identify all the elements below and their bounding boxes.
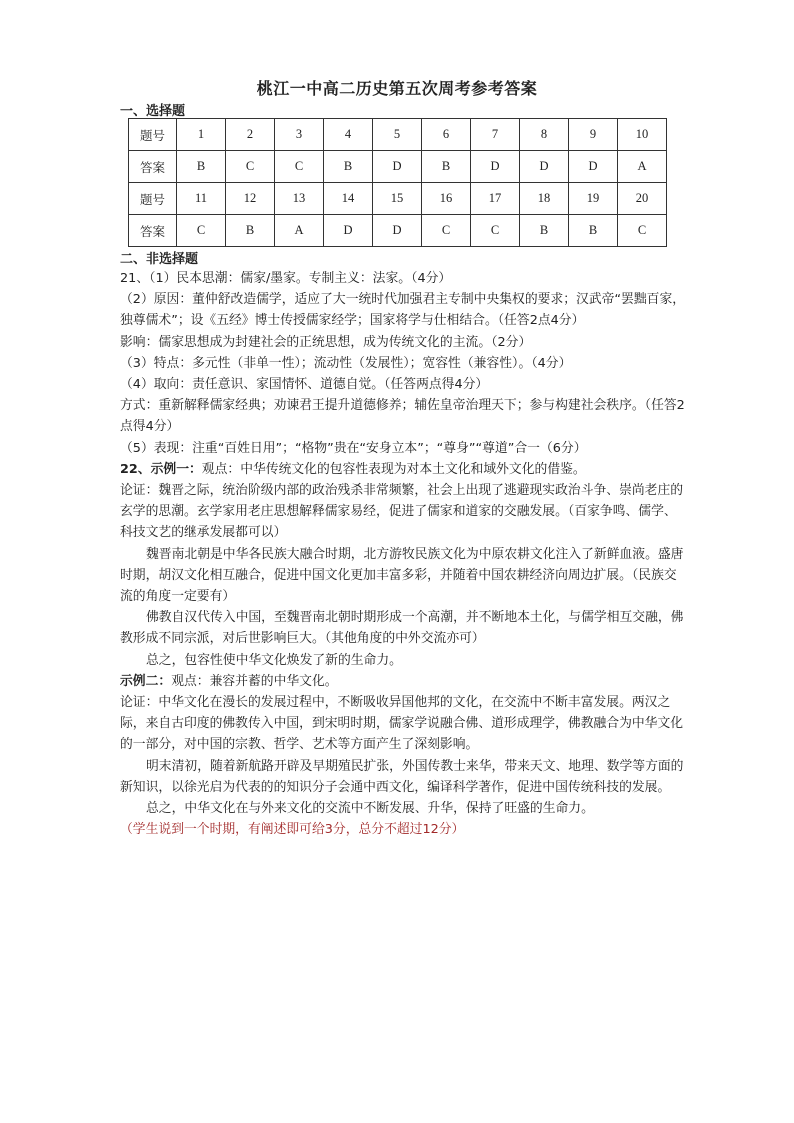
answer-table-cell: D — [373, 215, 422, 247]
answer-table-row-label: 答案 — [129, 151, 177, 183]
answer-table-cell: B — [520, 215, 569, 247]
answer-table-cell: 12 — [226, 183, 275, 215]
answer-table-cell: D — [569, 151, 618, 183]
answer-table-row — [129, 215, 667, 247]
answer-table-cell: B — [226, 215, 275, 247]
answer-table-cell: D — [520, 151, 569, 183]
answer-table-cell: 13 — [275, 183, 324, 215]
q22-example1-conclusion: 总之，包容性使中华文化焕发了新的生命力。 — [146, 652, 402, 668]
q22-example1-view: 22、示例一：观点：中华传统文化的包容性表现为对本土文化和域外文化的借鉴。 — [120, 461, 586, 477]
answer-body — [120, 268, 686, 840]
q22-example2-label: 示例二： — [120, 673, 172, 689]
q22-example2-conclusion: 总之，中华文化在与外来文化的交流中不断发展、升华，保持了旺盛的生命力。 — [146, 801, 594, 817]
answer-table-cell: B — [569, 215, 618, 247]
answer-table-cell: 11 — [177, 183, 226, 215]
answer-table-cell: 17 — [471, 183, 520, 215]
q22-example2-paragraph2: 明末清初，随着新航路开辟及早期殖民扩张，外国传教士来华，带来天文、地理、数学等方面的新知识，以徐光启为代表的的知识分子会通中西文化，编译科学著作，促进中国传统科技的发展。 — [120, 758, 684, 795]
q21-part4-orientation: （4）取向：责任意识、家国情怀、道德自觉。（任答两点得4分） — [120, 377, 489, 393]
answer-table-cell: 15 — [373, 183, 422, 215]
q21-part1: 21、（1）民本思潮：儒家/墨家。专制主义：法家。（4分） — [120, 271, 452, 286]
answer-table-cell: C — [471, 215, 520, 247]
answer-table-cell: B — [422, 151, 471, 183]
q21-part3: （3）特点：多元性（非单一性）；流动性（发展性）；宽容性（兼容性）。（4分） — [120, 355, 572, 371]
q22-example1-paragraph3: 佛教自汉代传入中国，至魏晋南北朝时期形成一个高潮，并不断地本土化，与儒学相互交融，佛教形成不同宗派，对后世影响巨大。（其他角度的中外交流亦可） — [120, 610, 684, 647]
answer-table-cell: C — [422, 215, 471, 247]
answer-table-cell: 10 — [618, 119, 667, 151]
answer-table — [128, 118, 667, 247]
answer-table-cell: 18 — [520, 183, 569, 215]
answer-table-cell: 20 — [618, 183, 667, 215]
q21-part2-reason: （2）原因：董仲舒改造儒学，适应了大一统时代加强君主专制中央集权的要求；汉武帝“罢黜百家，独尊儒术”；设《五经》博士传授儒家经学；国家将学与仕相结合。（任答2点4分） — [120, 292, 686, 329]
answer-table-cell: C — [226, 151, 275, 183]
answer-table-cell: A — [275, 215, 324, 247]
answer-table-cell: 14 — [324, 183, 373, 215]
answer-table-cell: 4 — [324, 119, 373, 151]
answer-table-cell: 8 — [520, 119, 569, 151]
answer-table-row — [129, 183, 667, 215]
answer-table-cell: D — [373, 151, 422, 183]
answer-table-cell: C — [618, 215, 667, 247]
answer-table-cell: 3 — [275, 119, 324, 151]
answer-table-cell: A — [618, 151, 667, 183]
answer-table-cell: D — [324, 215, 373, 247]
answer-table-cell: 5 — [373, 119, 422, 151]
q22-example1-label: 22、示例一： — [120, 461, 202, 477]
q22-example2-view: 示例二：观点：兼容并蓄的中华文化。 — [120, 673, 338, 689]
answer-table-cell: B — [324, 151, 373, 183]
answer-table-cell: 19 — [569, 183, 618, 215]
answer-table-cell: 7 — [471, 119, 520, 151]
answer-table-row-label: 答案 — [129, 215, 177, 247]
answer-table-cell: D — [471, 151, 520, 183]
answer-table-cell: 16 — [422, 183, 471, 215]
answer-table-cell: C — [177, 215, 226, 247]
answer-table-cell: 2 — [226, 119, 275, 151]
page-title: 桃江一中高二历史第五次周考参考答案 — [256, 79, 538, 98]
answer-table-cell: 9 — [569, 119, 618, 151]
grading-note: （学生说到一个时期，有阐述即可给3分，总分不超过12分） — [120, 822, 465, 838]
answer-table-row — [129, 119, 667, 151]
answer-table-cell: B — [177, 151, 226, 183]
q22-example1-paragraph2: 魏晋南北朝是中华各民族大融合时期，北方游牧民族文化为中原农耕文化注入了新鲜血液。盛唐时期，胡汉文化相互融合，促进中国文化更加丰富多彩，并随着中国农耕经济向周边扩展。（民族交流的角度一定要有） — [120, 546, 684, 605]
answer-table-cell: C — [275, 151, 324, 183]
q22-example1-argument: 论证：魏晋之际，统治阶级内部的政治残杀非常频繁，社会上出现了逃避现实政治斗争、崇尚老庄的玄学的思潮。玄学家用老庄思想解释儒家易经，促进了儒家和道家的交融发展。（百家争鸣、儒学、科技文艺的继承发展都可以） — [120, 483, 684, 541]
section-heading-nonchoice: 二、非选择题 — [120, 252, 199, 267]
q21-part2-impact: 影响：儒家思想成为封建社会的正统思想，成为传统文化的主流。（2分） — [120, 334, 532, 350]
q21-part5: （5）表现：注重“百姓日用”；“格物”贵在“安身立本”；“尊身”“尊道”合一（6分） — [120, 440, 587, 456]
answer-table-row-label: 题号 — [129, 183, 177, 215]
answer-table-cell: 1 — [177, 119, 226, 151]
answer-table-cell: 6 — [422, 119, 471, 151]
answer-table-row — [129, 151, 667, 183]
q22-example2-argument: 论证：中华文化在漫长的发展过程中，不断吸收异国他邦的文化，在交流中不断丰富发展。两汉之际，来自古印度的佛教传入中国，到宋明时期，儒家学说融合佛、道形成理学，佛教融合为中华文化的一部分，对中国的宗教、哲学、艺术等方面产生了深刻影响。 — [120, 695, 684, 753]
answer-table-row-label: 题号 — [129, 119, 177, 151]
section-heading-choice: 一、选择题 — [120, 104, 186, 119]
q21-part4-method: 方式：重新解释儒家经典；劝谏君王提升道德修养；辅佐皇帝治理天下；参与构建社会秩序。（任答2点得4分） — [120, 398, 685, 435]
